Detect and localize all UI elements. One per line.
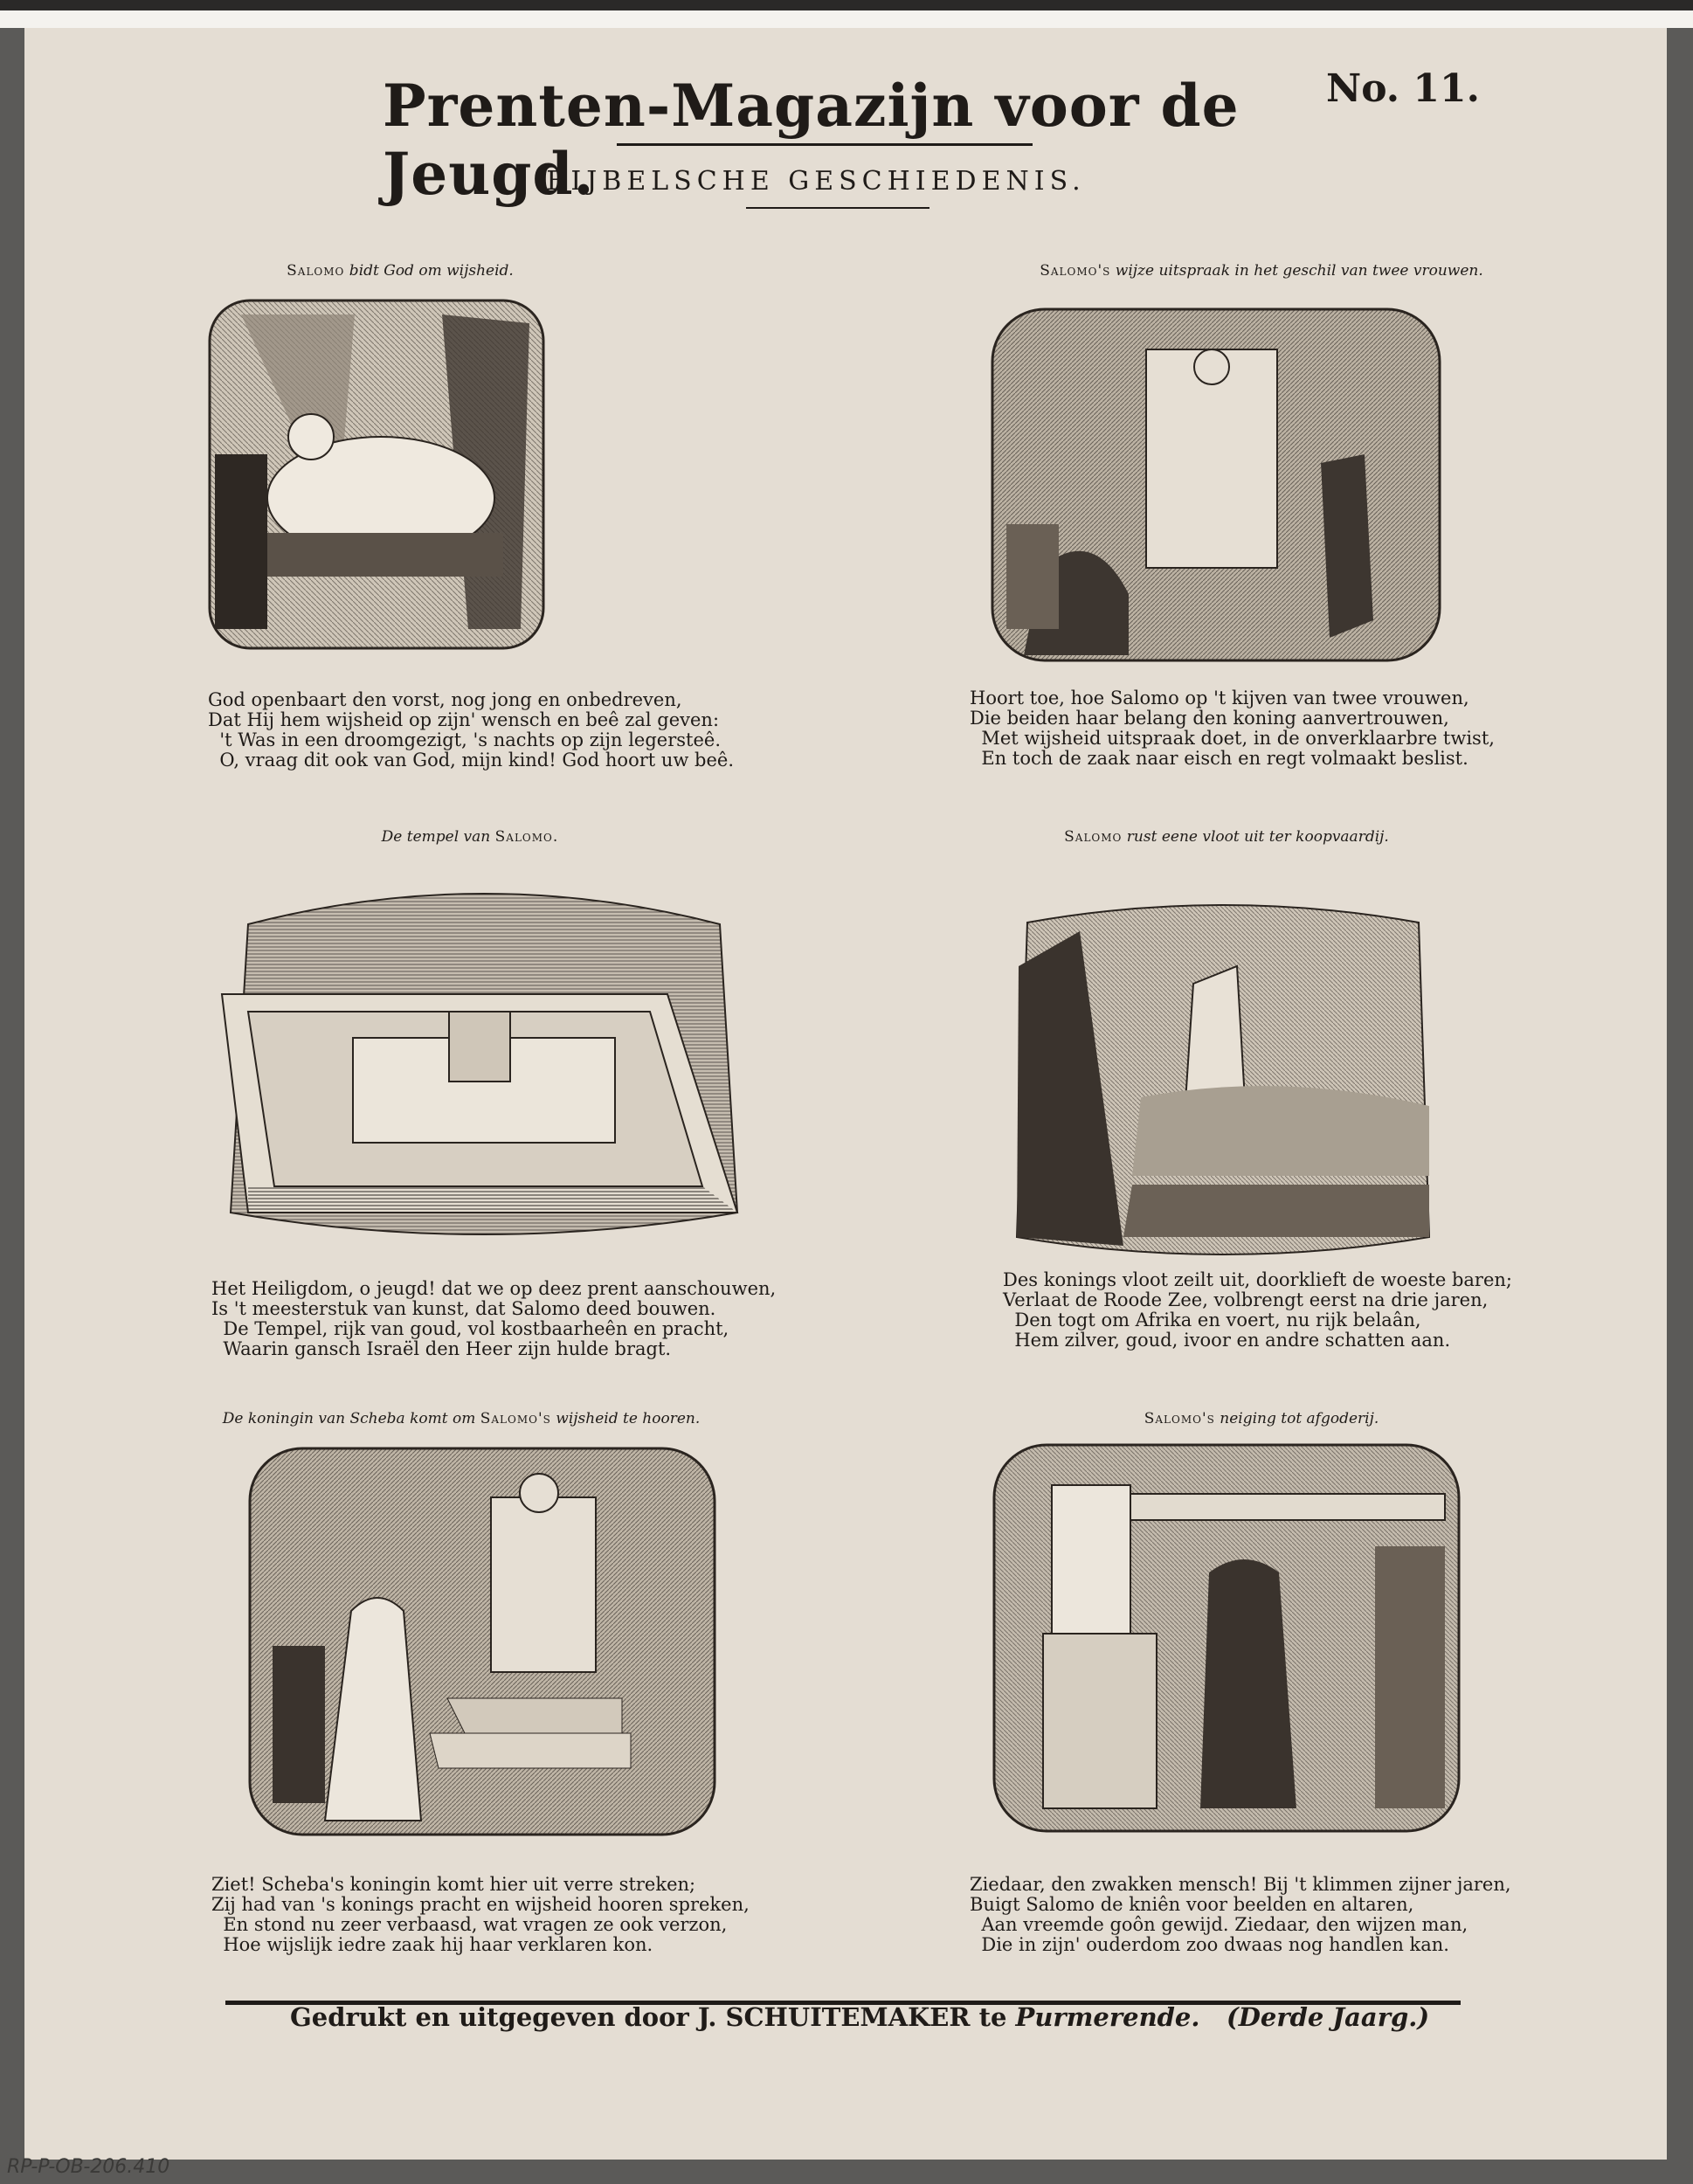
caption-6: Salomo's neiging tot afgoderij.	[1144, 1410, 1379, 1427]
top-edge-dark	[0, 0, 1693, 10]
verse-3: Het Heiligdom, o jeugd! dat we op deez prent aanschouwen, Is 't meesterstuk van kunst, dat Salomo deed bouwen. De Tempel, rijk van goud, vol kostbaarheên en pracht, Waarin gansch Israël den Heer zijn hulde bragt.	[211, 1278, 777, 1359]
caption-1: Salomo bidt God om wijsheid.	[287, 262, 514, 280]
temple-illustration	[213, 872, 755, 1248]
fleet-illustration	[1001, 896, 1445, 1263]
print-sheet	[24, 28, 1667, 2160]
imprint: Gedrukt en uitgegeven door J. SCHUITEMAKER te Purmerende.	[290, 2002, 1200, 2032]
page-subtitle: BIJBELSCHE GESCHIEDENIS.	[546, 166, 1086, 197]
verse-6: Ziedaar, den zwakken mensch! Bij 't klimmen zijner jaren, Buigt Salomo de kniên voor beelden en altaren, Aan vreemde goôn gewijd. Ziedaar, den wijzen man, Die in zijn' ouderdom zoo dwaas nog handlen kan.	[970, 1874, 1511, 1955]
inventory-number: RP-P-OB-206.410	[7, 2156, 170, 2178]
top-edge	[0, 0, 1693, 28]
page-title: Prenten-Magazijn voor de Jeugd.	[383, 72, 1240, 208]
judgement-throne-illustration	[989, 306, 1443, 664]
caption-2: Salomo's wijze uitspraak in het geschil van twee vrouwen.	[1040, 262, 1483, 280]
edition: (Derde Jaarg.)	[1227, 2002, 1430, 2032]
verse-1: God openbaart den vorst, nog jong en onbedreven, Dat Hij hem wijsheid op zijn' wensch en beê zal geven: 't Was in een droomgezigt, 's nachts op zijn legersteê. O, vraag dit ook van God, mijn kind! God hoort uw beê.	[208, 689, 735, 771]
caption-5: De koningin van Scheba komt om Salomo's wijsheid te hooren.	[222, 1410, 701, 1427]
sleeping-king-illustration	[206, 297, 547, 652]
idolatry-illustration	[991, 1441, 1462, 1835]
verse-4: Des konings vloot zeilt uit, doorklieft de woeste baren; Verlaat de Roode Zee, volbrengt eerst na drie jaren, Den togt om Afrika en voert, nu rijk belaân, Hem zilver, goud, ivoor en andre schatten aan.	[1003, 1269, 1512, 1351]
queen-of-sheba-illustration	[246, 1445, 718, 1838]
verse-5: Ziet! Scheba's koningin komt hier uit verre streken; Zij had van 's konings pracht en wijsheid hooren spreken, En stond nu zeer verbaasd, wat vragen ze ook verzon, Hoe wijslijk iedre zaak hij haar verklaren kon.	[211, 1874, 750, 1955]
caption-3: De tempel van Salomo.	[381, 828, 559, 846]
title-rule	[617, 143, 1033, 146]
caption-4: Salomo rust eene vloot uit ter koopvaardij.	[1064, 828, 1389, 846]
subtitle-rule	[746, 207, 929, 209]
issue-number: No. 11.	[1326, 66, 1480, 111]
verse-2: Hoort toe, hoe Salomo op 't kijven van twee vrouwen, Die beiden haar belang den koning aanvertrouwen, Met wijsheid uitspraak doet, in de onverklaarbre twist, En toch de zaak naar eisch en regt volmaakt beslist.	[970, 688, 1495, 769]
